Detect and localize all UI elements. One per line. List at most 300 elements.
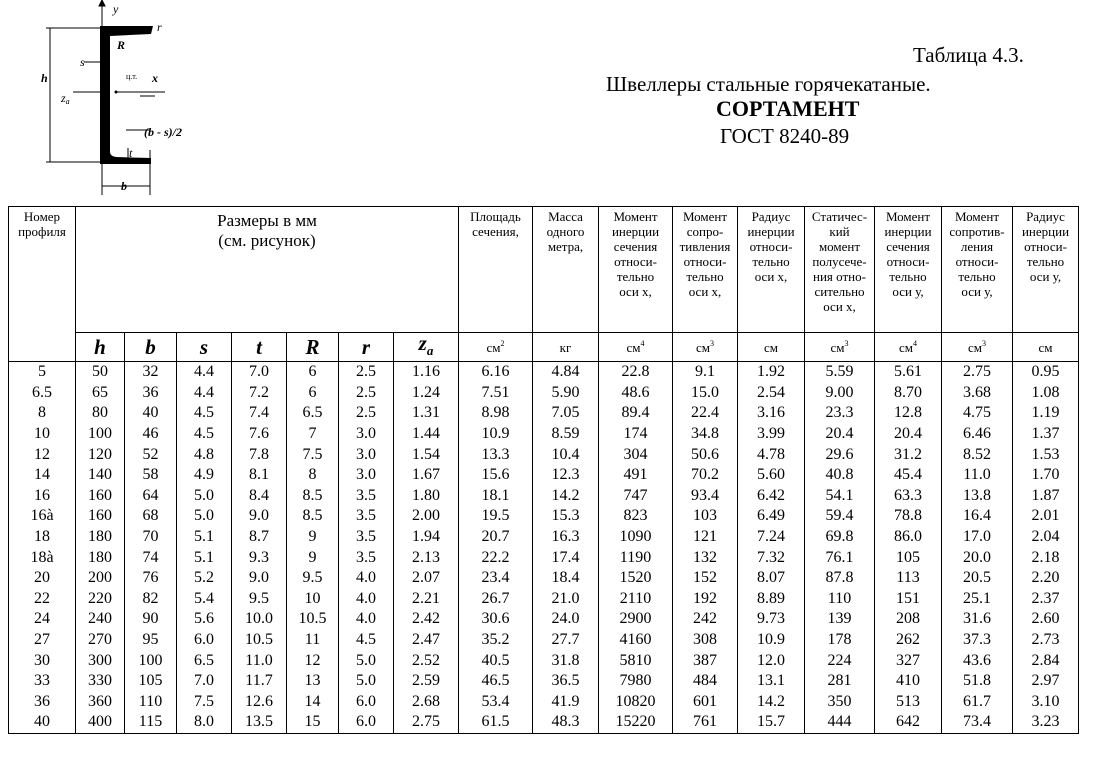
value-cell: 4.9: [177, 465, 232, 486]
value-cell: 180: [76, 527, 125, 548]
centroid-label: ц.т.: [126, 72, 138, 81]
axis-x-label: x: [152, 71, 158, 85]
channel-assortment-table: [8, 206, 1079, 734]
value-cell: 45.4: [875, 465, 942, 486]
value-cell: 2.52: [394, 650, 459, 671]
value-cell: 3.5: [339, 486, 394, 507]
value-cell: 5.0: [339, 671, 394, 692]
value-cell: 16.4: [942, 506, 1013, 527]
value-cell: 27.7: [533, 630, 599, 651]
value-cell: 35.2: [459, 630, 533, 651]
value-cell: 11.7: [232, 671, 287, 692]
radius-R-label: R: [117, 38, 126, 52]
table-row: [9, 609, 1079, 630]
value-cell: 601: [673, 692, 738, 713]
value-cell: 2.75: [942, 362, 1013, 383]
flange-t-label: t: [129, 146, 133, 160]
value-cell: 10.5: [232, 630, 287, 651]
value-cell: 9.3: [232, 547, 287, 568]
iy-radius-header: Радиус инерции относи- тельно оси у,: [1013, 207, 1079, 333]
value-cell: 120: [76, 444, 125, 465]
value-cell: 105: [125, 671, 177, 692]
value-cell: 387: [673, 650, 738, 671]
value-cell: 3.10: [1013, 692, 1079, 713]
value-cell: 4.5: [177, 424, 232, 445]
value-cell: 8.98: [459, 403, 533, 424]
value-cell: 2.20: [1013, 568, 1079, 589]
table-row: [9, 568, 1079, 589]
value-cell: 4.0: [339, 589, 394, 610]
dim-s-header: s: [177, 333, 232, 362]
value-cell: 24.0: [533, 609, 599, 630]
value-cell: 40.8: [805, 465, 875, 486]
profile-number-cell: 8: [9, 403, 76, 424]
value-cell: 1.87: [1013, 486, 1079, 507]
value-cell: 2900: [599, 609, 673, 630]
value-cell: 13.8: [942, 486, 1013, 507]
table-row: [9, 362, 1079, 383]
profile-number-cell: 16: [9, 486, 76, 507]
value-cell: 11: [287, 630, 339, 651]
value-cell: 115: [125, 712, 177, 733]
value-cell: 7.51: [459, 383, 533, 404]
value-cell: 6.16: [459, 362, 533, 383]
value-cell: 2.68: [394, 692, 459, 713]
value-cell: 110: [125, 692, 177, 713]
value-cell: 174: [599, 424, 673, 445]
value-cell: 20.4: [875, 424, 942, 445]
value-cell: 113: [875, 568, 942, 589]
value-cell: 4160: [599, 630, 673, 651]
value-cell: 240: [76, 609, 125, 630]
sx-header: Статичес- кий момент полусече- ния отно- сительно оси x,: [805, 207, 875, 333]
value-cell: 132: [673, 547, 738, 568]
value-cell: 139: [805, 609, 875, 630]
value-cell: 2.5: [339, 403, 394, 424]
value-cell: 242: [673, 609, 738, 630]
value-cell: 270: [76, 630, 125, 651]
value-cell: 327: [875, 650, 942, 671]
mass-unit: кг: [533, 333, 599, 362]
value-cell: 400: [76, 712, 125, 733]
value-cell: 8.70: [875, 383, 942, 404]
value-cell: 192: [673, 589, 738, 610]
value-cell: 2.01: [1013, 506, 1079, 527]
value-cell: 6.0: [339, 692, 394, 713]
value-cell: 444: [805, 712, 875, 733]
value-cell: 1090: [599, 527, 673, 548]
radius-r-label: r: [157, 20, 162, 34]
value-cell: 1.53: [1013, 444, 1079, 465]
value-cell: 11.0: [942, 465, 1013, 486]
value-cell: 5.60: [738, 465, 805, 486]
value-cell: 8: [287, 465, 339, 486]
table-row: [9, 506, 1079, 527]
value-cell: 747: [599, 486, 673, 507]
table-row: [9, 589, 1079, 610]
value-cell: 13: [287, 671, 339, 692]
value-cell: 1.16: [394, 362, 459, 383]
value-cell: 5.6: [177, 609, 232, 630]
table-number: Таблица 4.3.: [913, 43, 1024, 67]
value-cell: 4.5: [177, 403, 232, 424]
dim-R-header: R: [287, 333, 339, 362]
value-cell: 9.5: [287, 568, 339, 589]
value-cell: 14: [287, 692, 339, 713]
value-cell: 360: [76, 692, 125, 713]
value-cell: 281: [805, 671, 875, 692]
value-cell: 208: [875, 609, 942, 630]
ix-radius-header: Радиус инерции относи- тельно оси x,: [738, 207, 805, 333]
value-cell: 5.90: [533, 383, 599, 404]
mass-header: Масса одного метра,: [533, 207, 599, 333]
profile-number-cell: 20: [9, 568, 76, 589]
value-cell: 200: [76, 568, 125, 589]
dim-za-header: $z_a$: [394, 333, 459, 362]
iy-unit: $см^4$: [875, 333, 942, 362]
value-cell: 9.00: [805, 383, 875, 404]
value-cell: 86.0: [875, 527, 942, 548]
value-cell: 31.6: [942, 609, 1013, 630]
value-cell: 2.84: [1013, 650, 1079, 671]
ix-header: Момент инерции сечения относи- тельно оси x,: [599, 207, 673, 333]
value-cell: 80: [76, 403, 125, 424]
value-cell: 410: [875, 671, 942, 692]
value-cell: 642: [875, 712, 942, 733]
value-cell: 76: [125, 568, 177, 589]
dim-t-header: t: [232, 333, 287, 362]
value-cell: 2.73: [1013, 630, 1079, 651]
value-cell: 3.5: [339, 506, 394, 527]
table-row: [9, 465, 1079, 486]
value-cell: 823: [599, 506, 673, 527]
za-label: za: [61, 91, 70, 106]
value-cell: 7: [287, 424, 339, 445]
value-cell: 1.31: [394, 403, 459, 424]
value-cell: 761: [673, 712, 738, 733]
value-cell: 23.3: [805, 403, 875, 424]
table-row: [9, 403, 1079, 424]
value-cell: 350: [805, 692, 875, 713]
value-cell: 6.5: [287, 403, 339, 424]
value-cell: 87.8: [805, 568, 875, 589]
value-cell: 1520: [599, 568, 673, 589]
value-cell: 43.6: [942, 650, 1013, 671]
width-b-label: b: [121, 179, 127, 193]
value-cell: 15.6: [459, 465, 533, 486]
value-cell: 10.9: [459, 424, 533, 445]
value-cell: 9.73: [738, 609, 805, 630]
value-cell: 3.5: [339, 527, 394, 548]
value-cell: 10820: [599, 692, 673, 713]
value-cell: 52: [125, 444, 177, 465]
value-cell: 10.5: [287, 609, 339, 630]
value-cell: 7.24: [738, 527, 805, 548]
profile-number-cell: 33: [9, 671, 76, 692]
value-cell: 15.3: [533, 506, 599, 527]
value-cell: 13.5: [232, 712, 287, 733]
value-cell: 3.0: [339, 465, 394, 486]
value-cell: 15: [287, 712, 339, 733]
value-cell: 73.4: [942, 712, 1013, 733]
value-cell: 330: [76, 671, 125, 692]
value-cell: 2.18: [1013, 547, 1079, 568]
value-cell: 17.4: [533, 547, 599, 568]
value-cell: 9.0: [232, 506, 287, 527]
value-cell: 2110: [599, 589, 673, 610]
value-cell: 19.5: [459, 506, 533, 527]
table-row: [9, 630, 1079, 651]
ix-radius-unit: см: [738, 333, 805, 362]
value-cell: 2.97: [1013, 671, 1079, 692]
value-cell: 78.8: [875, 506, 942, 527]
value-cell: 63.3: [875, 486, 942, 507]
iy-header: Момент инерции сечения относи- тельно оси у,: [875, 207, 942, 333]
value-cell: 6.42: [738, 486, 805, 507]
table-row: [9, 547, 1079, 568]
value-cell: 1.94: [394, 527, 459, 548]
value-cell: 15.7: [738, 712, 805, 733]
value-cell: 3.99: [738, 424, 805, 445]
table-row: [9, 486, 1079, 507]
area-header: Площадь сечения,: [459, 207, 533, 333]
value-cell: 1.70: [1013, 465, 1079, 486]
value-cell: 15.0: [673, 383, 738, 404]
value-cell: 5.0: [177, 506, 232, 527]
value-cell: 48.6: [599, 383, 673, 404]
profile-number-cell: 10: [9, 424, 76, 445]
table-row: [9, 650, 1079, 671]
table-title: СОРТАМЕНТ: [716, 96, 860, 121]
value-cell: 1.80: [394, 486, 459, 507]
value-cell: 30.6: [459, 609, 533, 630]
value-cell: 12.3: [533, 465, 599, 486]
value-cell: 2.42: [394, 609, 459, 630]
value-cell: 20.5: [942, 568, 1013, 589]
value-cell: 4.4: [177, 383, 232, 404]
value-cell: 46: [125, 424, 177, 445]
table-row: [9, 424, 1079, 445]
value-cell: 5.4: [177, 589, 232, 610]
value-cell: 82: [125, 589, 177, 610]
value-cell: 95: [125, 630, 177, 651]
value-cell: 484: [673, 671, 738, 692]
value-cell: 513: [875, 692, 942, 713]
value-cell: 1.24: [394, 383, 459, 404]
value-cell: 8.07: [738, 568, 805, 589]
table-subtitle: Швеллеры стальные горячекатаные.: [606, 72, 931, 96]
value-cell: 76.1: [805, 547, 875, 568]
value-cell: 103: [673, 506, 738, 527]
value-cell: 2.47: [394, 630, 459, 651]
value-cell: 10.4: [533, 444, 599, 465]
table-row: [9, 712, 1079, 733]
value-cell: 29.6: [805, 444, 875, 465]
value-cell: 8.1: [232, 465, 287, 486]
value-cell: 9.1: [673, 362, 738, 383]
value-cell: 50.6: [673, 444, 738, 465]
dim-b-header: b: [125, 333, 177, 362]
value-cell: 23.4: [459, 568, 533, 589]
value-cell: 3.23: [1013, 712, 1079, 733]
value-cell: 2.59: [394, 671, 459, 692]
value-cell: 12: [287, 650, 339, 671]
value-cell: 5.1: [177, 547, 232, 568]
value-cell: 4.84: [533, 362, 599, 383]
value-cell: 3.0: [339, 424, 394, 445]
value-cell: 14.2: [738, 692, 805, 713]
value-cell: 3.16: [738, 403, 805, 424]
value-cell: 74: [125, 547, 177, 568]
value-cell: 224: [805, 650, 875, 671]
value-cell: 8.59: [533, 424, 599, 445]
value-cell: 65: [76, 383, 125, 404]
value-cell: 12.8: [875, 403, 942, 424]
table-row: [9, 692, 1079, 713]
profile-number-cell: 36: [9, 692, 76, 713]
value-cell: 48.3: [533, 712, 599, 733]
value-cell: 100: [76, 424, 125, 445]
value-cell: 14.2: [533, 486, 599, 507]
value-cell: 9: [287, 527, 339, 548]
value-cell: 8.0: [177, 712, 232, 733]
value-cell: 8.52: [942, 444, 1013, 465]
value-cell: 16.3: [533, 527, 599, 548]
value-cell: 7.0: [177, 671, 232, 692]
value-cell: 5.61: [875, 362, 942, 383]
value-cell: 36.5: [533, 671, 599, 692]
wy-unit: $см^3$: [942, 333, 1013, 362]
value-cell: 61.5: [459, 712, 533, 733]
value-cell: 7.0: [232, 362, 287, 383]
table-body: [9, 362, 1079, 734]
value-cell: 9: [287, 547, 339, 568]
value-cell: 8.4: [232, 486, 287, 507]
profile-number-cell: 18à: [9, 547, 76, 568]
value-cell: 12.0: [738, 650, 805, 671]
value-cell: 22.2: [459, 547, 533, 568]
value-cell: 2.21: [394, 589, 459, 610]
value-cell: 7.05: [533, 403, 599, 424]
value-cell: 160: [76, 506, 125, 527]
value-cell: 100: [125, 650, 177, 671]
value-cell: 37.3: [942, 630, 1013, 651]
value-cell: 4.0: [339, 568, 394, 589]
sx-unit: $см^3$: [805, 333, 875, 362]
value-cell: 9.5: [232, 589, 287, 610]
value-cell: 10.0: [232, 609, 287, 630]
value-cell: 69.8: [805, 527, 875, 548]
axis-y-label: y: [113, 2, 119, 16]
value-cell: 13.1: [738, 671, 805, 692]
value-cell: 7.6: [232, 424, 287, 445]
value-cell: 20.0: [942, 547, 1013, 568]
profile-number-cell: 24: [9, 609, 76, 630]
profile-number-cell: 5: [9, 362, 76, 383]
channel-section-diagram: [0, 0, 200, 205]
value-cell: 6.0: [177, 630, 232, 651]
value-cell: 8.7: [232, 527, 287, 548]
value-cell: 300: [76, 650, 125, 671]
value-cell: 178: [805, 630, 875, 651]
profile-number-cell: 18: [9, 527, 76, 548]
value-cell: 25.1: [942, 589, 1013, 610]
value-cell: 3.0: [339, 444, 394, 465]
value-cell: 5.2: [177, 568, 232, 589]
value-cell: 2.5: [339, 383, 394, 404]
value-cell: 34.8: [673, 424, 738, 445]
value-cell: 7.5: [287, 444, 339, 465]
value-cell: 4.75: [942, 403, 1013, 424]
wy-header: Момент сопротив- ления относи- тельно оси у,: [942, 207, 1013, 333]
profile-number-cell: 22: [9, 589, 76, 610]
value-cell: 2.13: [394, 547, 459, 568]
value-cell: 89.4: [599, 403, 673, 424]
value-cell: 5.0: [339, 650, 394, 671]
profile-number-cell: 14: [9, 465, 76, 486]
flange-offset-label: (b - s)/2: [144, 125, 182, 139]
value-cell: 2.37: [1013, 589, 1079, 610]
value-cell: 151: [875, 589, 942, 610]
value-cell: 70.2: [673, 465, 738, 486]
value-cell: 308: [673, 630, 738, 651]
value-cell: 46.5: [459, 671, 533, 692]
value-cell: 491: [599, 465, 673, 486]
value-cell: 58: [125, 465, 177, 486]
value-cell: 22.8: [599, 362, 673, 383]
value-cell: 8.89: [738, 589, 805, 610]
value-cell: 10.9: [738, 630, 805, 651]
value-cell: 262: [875, 630, 942, 651]
value-cell: 6.46: [942, 424, 1013, 445]
value-cell: 1.44: [394, 424, 459, 445]
value-cell: 6.5: [177, 650, 232, 671]
value-cell: 4.8: [177, 444, 232, 465]
value-cell: 6.49: [738, 506, 805, 527]
table-row: [9, 527, 1079, 548]
dim-r-header: r: [339, 333, 394, 362]
value-cell: 1.92: [738, 362, 805, 383]
value-cell: 1.37: [1013, 424, 1079, 445]
value-cell: 12.6: [232, 692, 287, 713]
value-cell: 1.08: [1013, 383, 1079, 404]
value-cell: 140: [76, 465, 125, 486]
dim-h-header: h: [76, 333, 125, 362]
profile-number-header: Номер профиля: [9, 207, 76, 362]
value-cell: 5.1: [177, 527, 232, 548]
value-cell: 304: [599, 444, 673, 465]
thickness-s-label: s: [80, 55, 85, 69]
value-cell: 5.59: [805, 362, 875, 383]
value-cell: 1.67: [394, 465, 459, 486]
wx-header: Момент сопро- тивления относи- тельно оси x,: [673, 207, 738, 333]
profile-number-cell: 40: [9, 712, 76, 733]
table-row: [9, 383, 1079, 404]
value-cell: 1.19: [1013, 403, 1079, 424]
value-cell: 22.4: [673, 403, 738, 424]
value-cell: 7.8: [232, 444, 287, 465]
profile-number-cell: 12: [9, 444, 76, 465]
wx-unit: $см^3$: [673, 333, 738, 362]
value-cell: 2.04: [1013, 527, 1079, 548]
value-cell: 13.3: [459, 444, 533, 465]
value-cell: 7980: [599, 671, 673, 692]
value-cell: 2.07: [394, 568, 459, 589]
profile-number-cell: 6.5: [9, 383, 76, 404]
value-cell: 6: [287, 383, 339, 404]
value-cell: 61.7: [942, 692, 1013, 713]
value-cell: 40.5: [459, 650, 533, 671]
